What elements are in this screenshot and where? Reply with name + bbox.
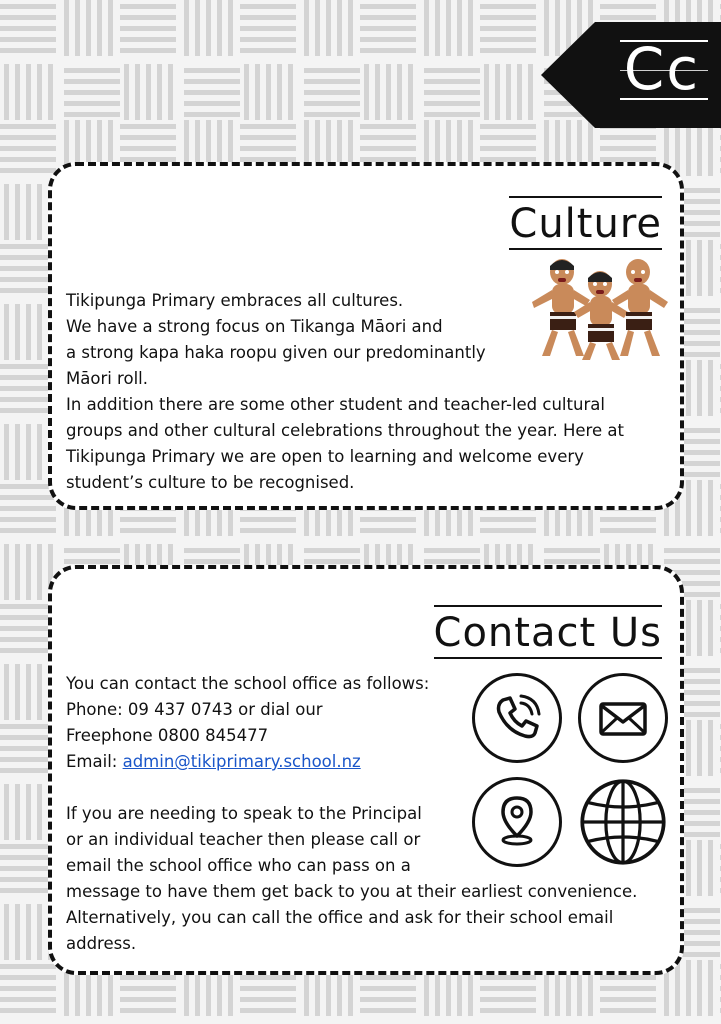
culture-line-3: a strong kapa haka roopu given our predominantly bbox=[66, 343, 486, 362]
note-line-3: email the school office who can pass on a bbox=[66, 856, 411, 875]
contact-card bbox=[48, 565, 684, 975]
section-letter: Cc bbox=[623, 35, 701, 103]
phone-icon bbox=[475, 676, 559, 760]
contact-intro: You can contact the school office as follows: bbox=[66, 674, 430, 693]
culture-title-block bbox=[509, 196, 662, 250]
contact-email-line bbox=[66, 749, 486, 775]
envelope-icon bbox=[581, 676, 665, 760]
contact-title: Contact Us bbox=[433, 610, 662, 656]
culture-line-4: Māori roll. bbox=[66, 369, 148, 388]
phone-button[interactable] bbox=[472, 673, 562, 763]
email-label: Email: bbox=[66, 752, 123, 771]
note-line-4: message to have them get back to you at their earliest convenience. Alternatively, you can call the office and ask for their school email address. bbox=[66, 882, 638, 953]
contact-freephone: Freephone 0800 845477 bbox=[66, 726, 269, 745]
culture-title: Culture bbox=[509, 201, 662, 247]
email-button[interactable] bbox=[578, 673, 668, 763]
culture-card bbox=[48, 162, 684, 510]
contact-phone: Phone: 09 437 0743 or dial our bbox=[66, 700, 323, 719]
location-pin-icon bbox=[475, 780, 559, 864]
email-link[interactable]: admin@tikiprimary.school.nz bbox=[122, 752, 361, 771]
location-button[interactable] bbox=[472, 777, 562, 867]
culture-line-1: Tikipunga Primary embraces all cultures. bbox=[66, 291, 404, 310]
culture-paragraph-2: In addition there are some other student and teacher-led cultural groups and other cultural celebrations throughout the year. Here at Tikipunga Primary we are open to learning and welcome every student’s culture to be recognised. bbox=[66, 395, 624, 492]
note-line-1: If you are needing to speak to the Principal bbox=[66, 804, 422, 823]
globe-icon bbox=[578, 777, 668, 867]
website-button[interactable] bbox=[578, 777, 668, 867]
culture-line-2: We have a strong focus on Tikanga Māori and bbox=[66, 317, 443, 336]
contact-title-block bbox=[434, 605, 662, 659]
contact-details bbox=[66, 671, 486, 775]
culture-body bbox=[66, 288, 666, 496]
note-line-2: or an individual teacher then please call or bbox=[66, 830, 421, 849]
